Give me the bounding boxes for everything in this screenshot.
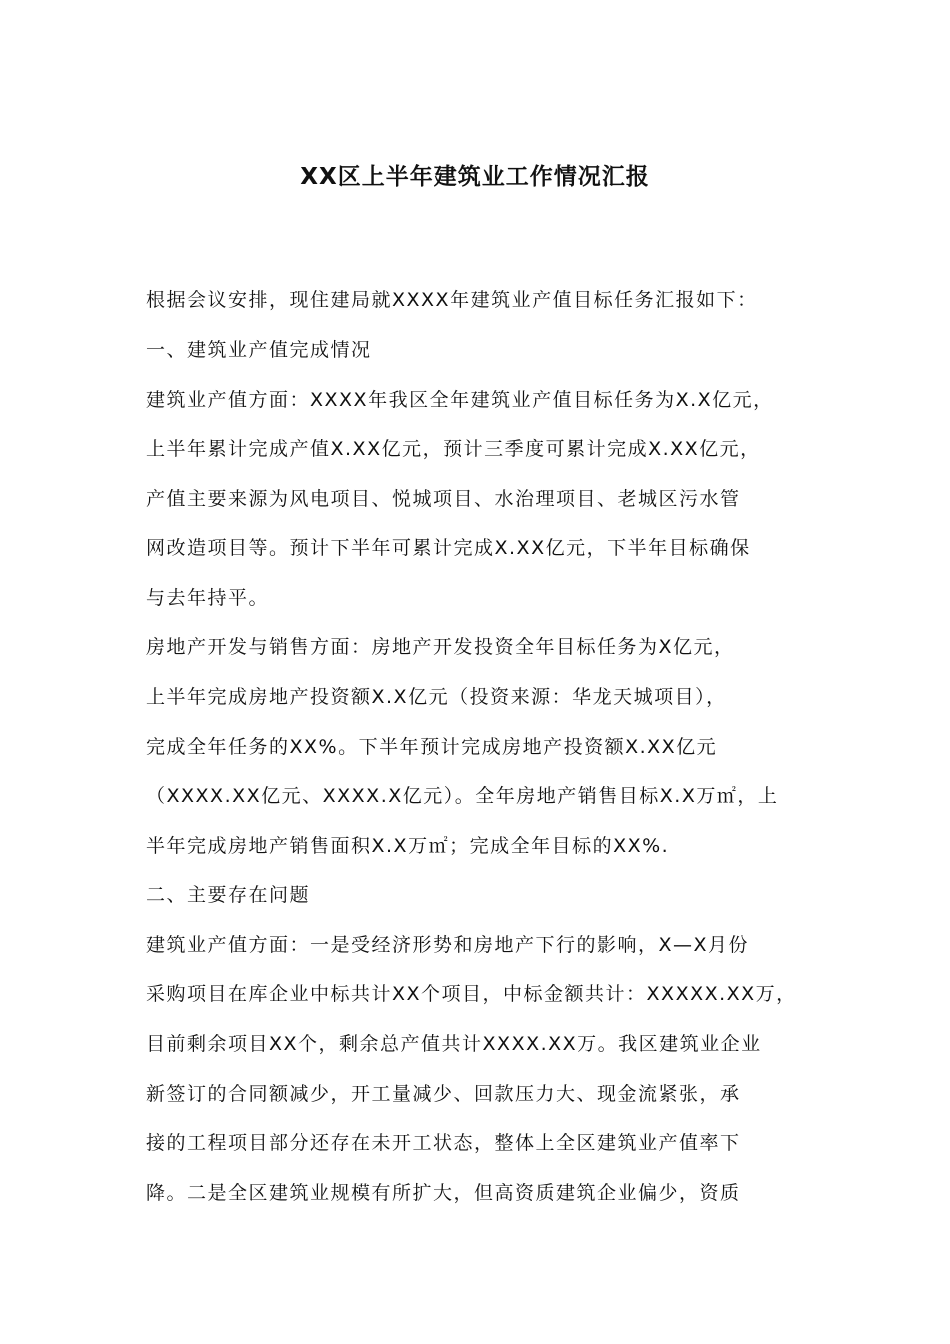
- body-line: 房地产开发与销售方面：房地产开发投资全年目标任务为X亿元，: [146, 636, 735, 658]
- body-line: 与去年持平。: [146, 587, 270, 609]
- body-line: 建筑业产值方面：XXXX年我区全年建筑业产值目标任务为X.X亿元，: [146, 389, 774, 411]
- paragraph-intro: 根据会议安排，现住建局就XXXX年建筑业产值目标任务汇报如下：: [146, 289, 758, 311]
- body-line: （XXXX.XX亿元、XXXX.X亿元）。全年房地产销售目标X.X万㎡，上: [146, 785, 779, 807]
- body-line: 上半年累计完成产值X.XX亿元，预计三季度可累计完成X.XX亿元，: [146, 438, 761, 460]
- body-line: 目前剩余项目XX个，剩余总产值共计XXXX.XX万。我区建筑业企业: [146, 1033, 762, 1055]
- body-line: 半年完成房地产销售面积X.X万㎡；完成全年目标的XX%.: [146, 835, 670, 857]
- body-line: 采购项目在库企业中标共计XX个项目，中标金额共计：XXXXX.XX万，: [146, 983, 797, 1005]
- document-title: XX区上半年建筑业工作情况汇报: [300, 164, 650, 190]
- section-heading-2: 二、主要存在问题: [146, 884, 311, 906]
- section-heading-1: 一、建筑业产值完成情况: [146, 339, 372, 361]
- body-line: 建筑业产值方面：一是受经济形势和房地产下行的影响，X—X月份: [146, 934, 750, 956]
- body-line: 产值主要来源为风电项目、悦城项目、水治理项目、老城区污水管: [146, 488, 741, 510]
- body-line: 接的工程项目部分还存在未开工状态，整体上全区建筑业产值率下: [146, 1132, 741, 1154]
- body-line: 上半年完成房地产投资额X.X亿元（投资来源：华龙天城项目），: [146, 686, 727, 708]
- body-line: 网改造项目等。预计下半年可累计完成X.XX亿元，下半年目标确保: [146, 537, 751, 559]
- body-line: 新签订的合同额减少，开工量减少、回款压力大、现金流紧张，承: [146, 1083, 741, 1105]
- body-line: 降。二是全区建筑业规模有所扩大，但高资质建筑企业偏少，资质: [146, 1182, 741, 1204]
- body-line: 完成全年任务的XX%。下半年预计完成房地产投资额X.XX亿元: [146, 736, 718, 758]
